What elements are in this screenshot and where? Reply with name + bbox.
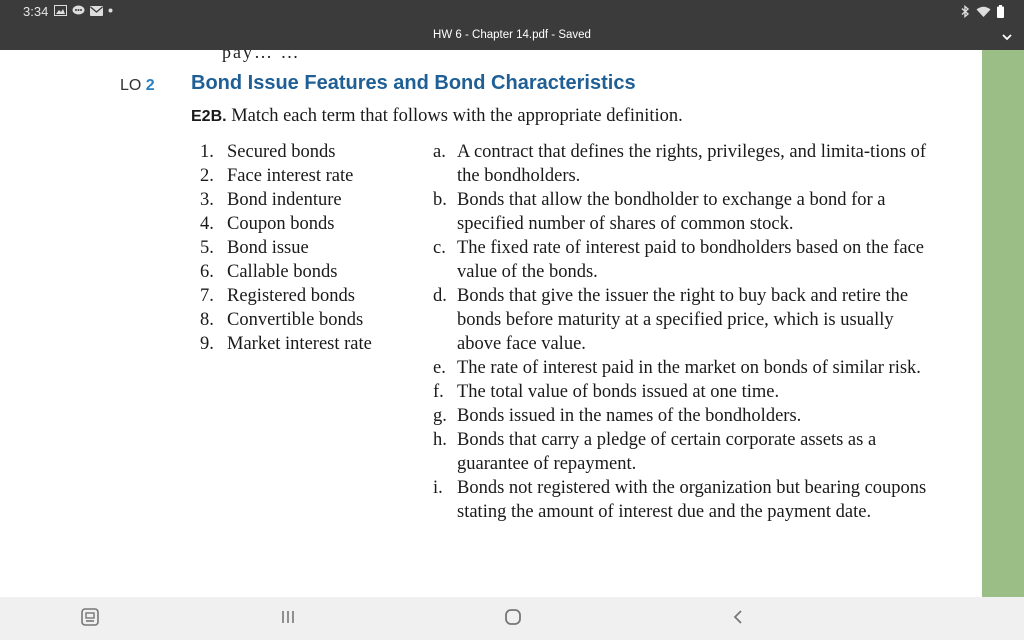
term-number: 9. <box>200 334 214 354</box>
definition-item <box>433 140 938 188</box>
pdf-page[interactable] <box>0 50 982 597</box>
term-text: Registered bonds <box>227 286 355 306</box>
keyboard-toggle-icon[interactable] <box>80 607 100 627</box>
definition-text: Bonds issued in the names of the bondholders. <box>457 406 802 426</box>
more-dot-icon <box>108 8 113 13</box>
cut-off-text: pay… … <box>222 50 301 62</box>
term-text: Coupon bonds <box>227 214 335 234</box>
definitions-list <box>433 140 938 524</box>
term-text: Convertible bonds <box>227 310 364 330</box>
term-number: 5. <box>200 238 214 258</box>
home-icon[interactable] <box>503 607 523 627</box>
document-title-bar <box>0 24 1024 50</box>
term-number: 4. <box>200 214 214 234</box>
definition-letter: h. <box>433 430 447 450</box>
definition-item <box>433 356 938 380</box>
term-item <box>200 164 372 188</box>
definition-letter: d. <box>433 286 447 306</box>
term-text: Secured bonds <box>227 142 336 162</box>
bluetooth-icon <box>960 5 970 18</box>
lo-number: 2 <box>145 77 155 94</box>
definition-text: Bonds that allow the bondholder to exchange a bond for a specified number of shares of common stock. <box>457 190 886 234</box>
definition-letter: g. <box>433 406 447 426</box>
term-text: Face interest rate <box>227 166 354 186</box>
term-item <box>200 236 372 260</box>
gallery-icon <box>54 5 67 16</box>
definition-item <box>433 284 938 356</box>
definition-text: A contract that defines the rights, privileges, and limita-tions of the bondholders. <box>457 142 927 186</box>
term-item <box>200 260 372 284</box>
term-text: Bond indenture <box>227 190 342 210</box>
term-number: 2. <box>200 166 214 186</box>
section-heading: Bond Issue Features and Bond Characteristics <box>191 72 636 94</box>
term-text: Bond issue <box>227 238 309 258</box>
back-icon[interactable] <box>729 607 749 627</box>
system-icons <box>960 5 1004 18</box>
learning-objective-label <box>120 77 155 95</box>
definition-letter: e. <box>433 358 446 378</box>
term-item <box>200 284 372 308</box>
definition-item <box>433 404 938 428</box>
definition-text: The fixed rate of interest paid to bondholders based on the face value of the bonds. <box>457 238 924 282</box>
notification-icons <box>54 5 113 16</box>
status-time: 3:34 <box>23 4 49 19</box>
definition-letter: c. <box>433 238 446 258</box>
term-text: Market interest rate <box>227 334 372 354</box>
term-item <box>200 308 372 332</box>
term-number: 8. <box>200 310 214 330</box>
term-item <box>200 140 372 164</box>
term-number: 7. <box>200 286 214 306</box>
email-icon <box>90 6 103 16</box>
battery-icon <box>997 5 1004 18</box>
exercise-instruction-line <box>191 106 683 127</box>
recent-apps-icon[interactable] <box>279 607 297 627</box>
definition-letter: i. <box>433 478 443 498</box>
definition-text: Bonds not registered with the organization but bearing coupons stating the amount of interest due and the payment date. <box>457 478 927 522</box>
definition-item <box>433 428 938 476</box>
page-side-bar <box>982 50 1024 597</box>
term-number: 1. <box>200 142 214 162</box>
status-bar <box>0 0 1024 24</box>
wifi-icon <box>976 6 991 18</box>
definition-item <box>433 476 938 524</box>
definition-item <box>433 380 938 404</box>
definition-text: The rate of interest paid in the market on bonds of similar risk. <box>457 358 921 378</box>
chevron-down-icon[interactable] <box>1000 30 1014 44</box>
definition-text: Bonds that carry a pledge of certain corporate assets as a guarantee of repayment. <box>457 430 877 474</box>
term-number: 6. <box>200 262 214 282</box>
term-item <box>200 188 372 212</box>
definition-item <box>433 188 938 236</box>
definition-item <box>433 236 938 284</box>
definition-text: Bonds that give the issuer the right to buy back and retire the bonds before maturity at a specified price, which is usually above face value. <box>457 286 909 354</box>
exercise-label: E2B. <box>191 108 227 125</box>
definition-letter: f. <box>433 382 444 402</box>
definition-text: The total value of bonds issued at one time. <box>457 382 780 402</box>
definition-letter: b. <box>433 190 447 210</box>
term-item <box>200 332 372 356</box>
term-number: 3. <box>200 190 214 210</box>
term-item <box>200 212 372 236</box>
messages-icon <box>72 5 85 16</box>
definition-letter: a. <box>433 142 446 162</box>
exercise-instruction: Match each term that follows with the appropriate definition. <box>231 106 683 126</box>
navigation-bar <box>0 597 1024 640</box>
terms-list <box>200 140 372 356</box>
lo-text: LO <box>120 77 142 94</box>
term-text: Callable bonds <box>227 262 338 282</box>
document-title: HW 6 - Chapter 14.pdf - Saved <box>433 29 591 41</box>
